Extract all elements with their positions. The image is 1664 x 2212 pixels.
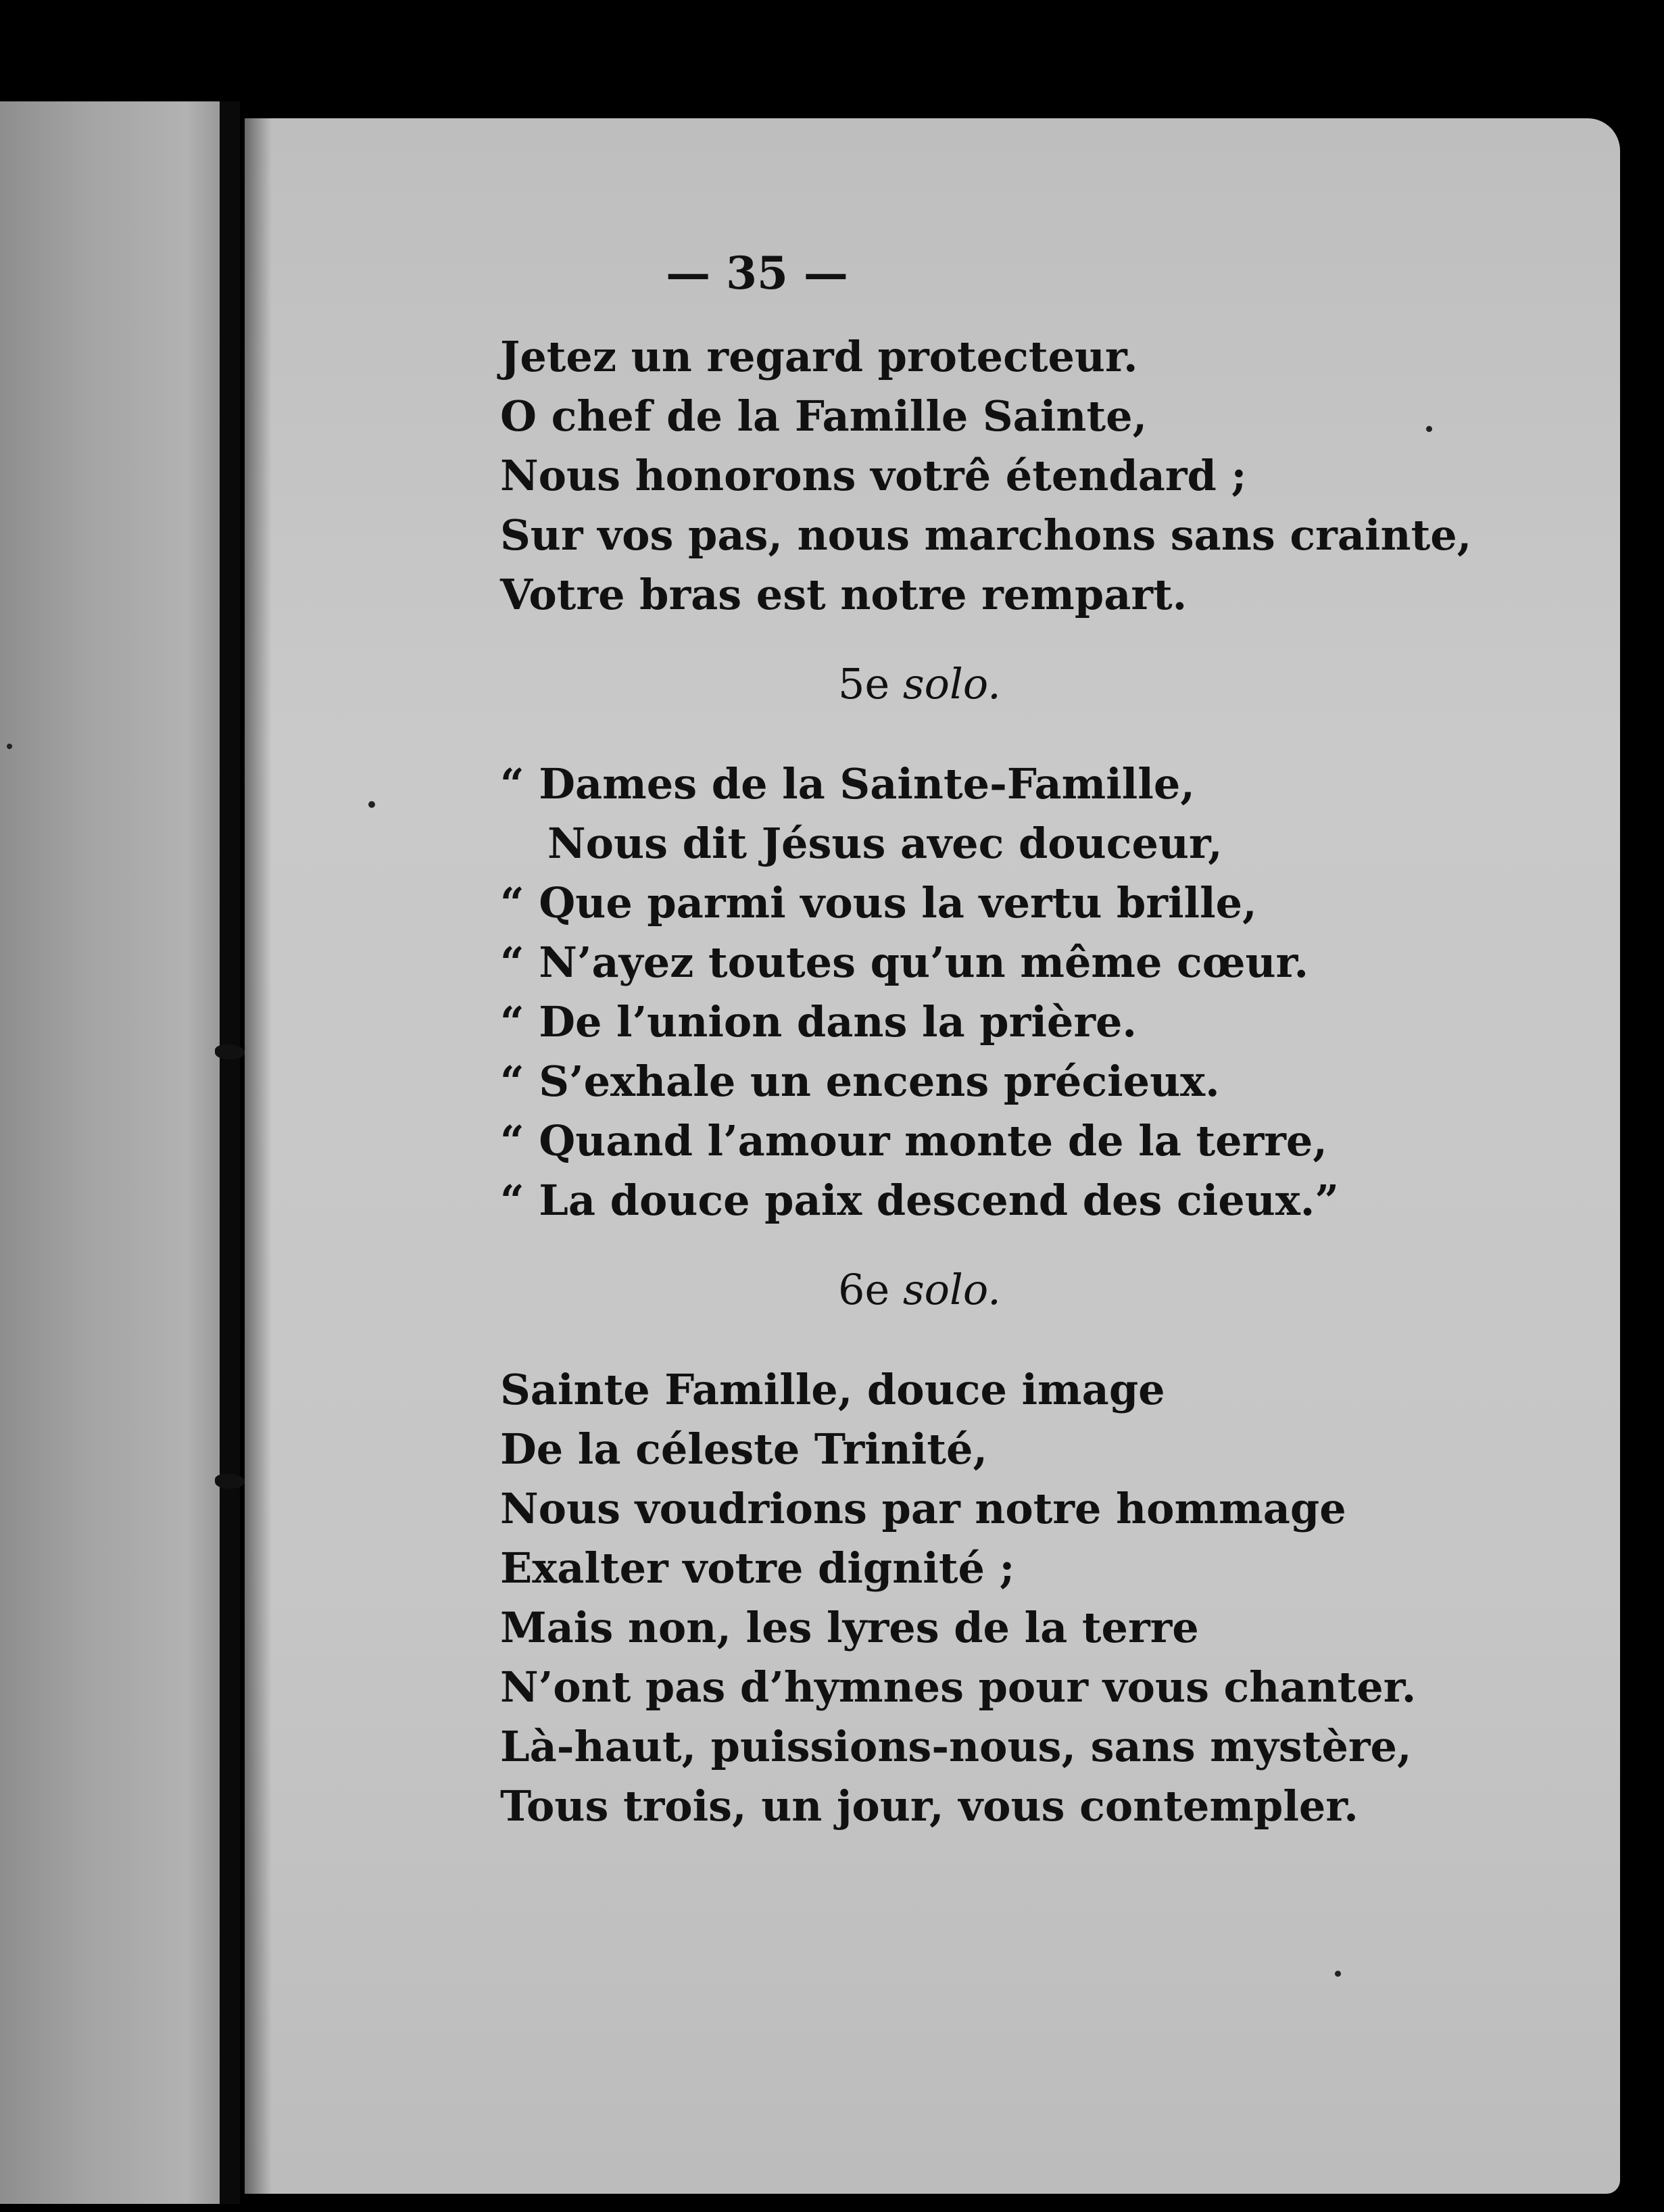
page-text <box>500 243 1473 1836</box>
stanza-3 <box>500 1360 1473 1836</box>
verse-line: “ Que parmi vous la vertu brille, <box>500 878 1257 928</box>
binding-stitch <box>215 1044 245 1059</box>
verse-line: Nous honorons votrê étendard ; <box>500 451 1247 500</box>
verse-line: Exalter votre dignité ; <box>500 1543 1015 1593</box>
verse-line: Nous voudrions par notre hommage <box>500 1484 1346 1533</box>
solo-number: 6e <box>838 1265 890 1314</box>
solo-word: solo. <box>902 659 1001 708</box>
verse-line: “ La douce paix descend des cieux.” <box>500 1176 1340 1225</box>
stanza-2 <box>500 754 1473 1230</box>
verse-line: “ S’exhale un encens précieux. <box>500 1057 1220 1106</box>
verse-line: De la céleste Trinité, <box>500 1424 988 1474</box>
page-shadow <box>245 118 272 2194</box>
verse-line: “ N’ayez toutes qu’un même cœur. <box>500 938 1309 987</box>
verse-line: Nous dit Jésus avec douceur, <box>547 819 1223 868</box>
solo-6-heading <box>838 1260 1352 1320</box>
verse-line: Sainte Famille, douce image <box>500 1365 1165 1414</box>
verse-line: Là-haut, puissions-nous, sans mystère, <box>500 1722 1412 1771</box>
paper-speck <box>368 801 375 808</box>
verse-line: “ Quand l’amour monte de la terre, <box>500 1116 1327 1165</box>
paper-speck <box>1335 1971 1341 1977</box>
verse-line: “ De l’union dans la prière. <box>500 997 1137 1047</box>
verse-line: Mais non, les lyres de la terre <box>500 1603 1199 1652</box>
verse-line: N’ont pas d’hymnes pour vous chanter. <box>500 1662 1417 1712</box>
verse-line: Sur vos pas, nous marchons sans crainte, <box>500 510 1472 560</box>
verse-line: Tous trois, un jour, vous contempler. <box>500 1781 1359 1831</box>
page-number: — 35 — <box>666 247 848 299</box>
verse-line: Jetez un regard protecteur. <box>500 332 1138 381</box>
verse-line: O chef de la Famille Sainte, <box>500 391 1148 441</box>
binding-stitch <box>215 1474 245 1489</box>
book-gutter <box>220 101 240 2204</box>
verse-line: “ Dames de la Sainte-Famille, <box>500 759 1195 809</box>
paper-speck <box>7 744 12 749</box>
left-page-edge <box>0 101 220 2204</box>
solo-5-heading <box>838 654 1352 714</box>
verse-line: Votre bras est notre rempart. <box>500 570 1188 619</box>
solo-number: 5e <box>838 659 890 708</box>
solo-word: solo. <box>902 1265 1001 1314</box>
stanza-1 <box>500 327 1473 625</box>
